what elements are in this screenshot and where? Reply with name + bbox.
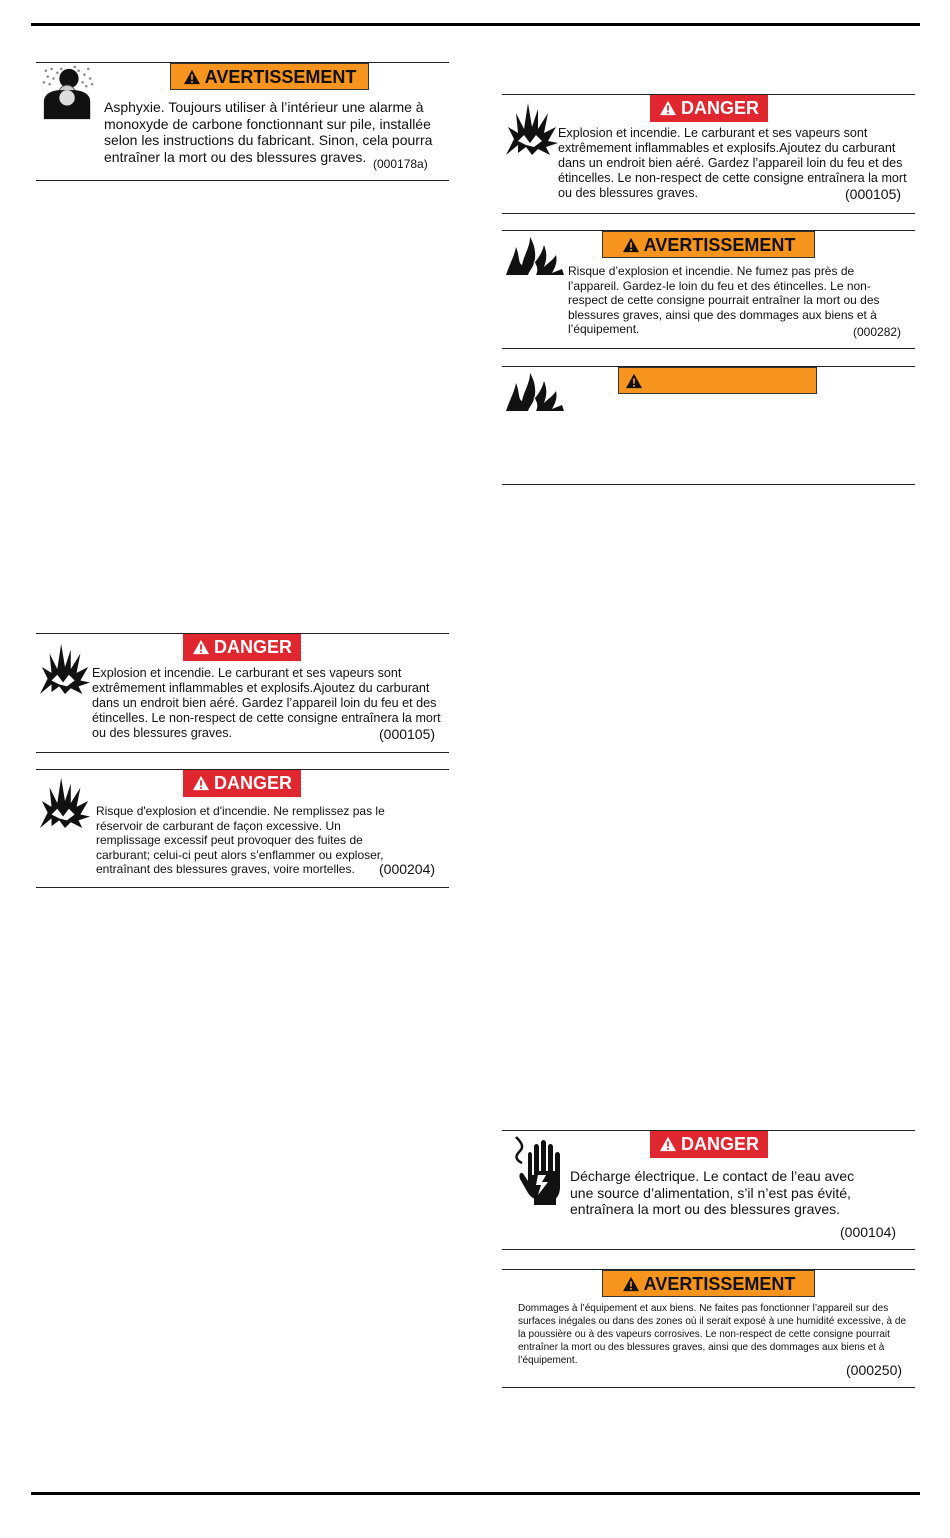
top-rule	[31, 23, 920, 26]
notice-text: Risque d'explosion et d'incendie. Ne remplissez pas le réservoir de carburant de façon excessive. Un remplissage excessif peut provoquer des fuites de carburant; celui-ci peut alors s’enflammer ou exploser, entraînant des blessures graves, voire mortelles.	[96, 804, 385, 876]
warning-triangle-icon	[183, 69, 201, 85]
notice-text: Dommages à l’équipement et aux biens. Ne faites pas fonctionner l’appareil sur des surfaces inégales ou dans des zones où il serait exposé à une humidité excessive, à de la poussière ou à des vapeurs corrosives. Le non-respect de cette consigne pourrait entraîner la mort ou des blessures graves, ainsi que des dommages aux biens et à l’équipement.	[518, 1303, 907, 1366]
warning-triangle-icon	[659, 100, 677, 116]
danger-notice-electric-shock	[502, 1130, 915, 1250]
warning-triangle-icon	[192, 775, 210, 791]
warning-sign	[602, 231, 815, 258]
sign-label: AVERTISSEMENT	[204, 67, 357, 87]
notice-code: (000178a)	[373, 157, 428, 171]
sign-label: DANGER	[213, 773, 292, 793]
danger-sign	[183, 634, 301, 661]
sign-label: AVERTISSEMENT	[643, 235, 796, 255]
fire-icon	[504, 233, 566, 277]
warning-notice-asphyxiation	[36, 62, 449, 181]
warning-sign	[602, 1270, 815, 1297]
notice-code: (000105)	[379, 726, 436, 742]
notice-text: Risque d’explosion et incendie. Ne fumez pas près de l’appareil. Gardez-le loin du feu et des étincelles. Le non-respect de cette consigne pourrait entraîner la mort ou des blessures graves, ainsi que des dommages aux biens et à l’équipement.	[568, 264, 880, 336]
warning-notice-blank	[502, 366, 915, 485]
danger-sign	[650, 1131, 768, 1158]
danger-notice-explosion-fire	[502, 94, 915, 214]
danger-notice-overfill	[36, 769, 449, 888]
sign-label: DANGER	[680, 1134, 759, 1154]
notice-code: (000282)	[853, 325, 902, 339]
danger-sign	[183, 770, 301, 797]
sign-label: AVERTISSEMENT	[643, 1274, 796, 1294]
sign-label: DANGER	[213, 637, 292, 657]
warning-triangle-icon	[659, 1136, 677, 1152]
notice-code: (000250)	[846, 1362, 903, 1378]
danger-notice-explosion-fire	[36, 633, 449, 753]
notice-text: Explosion et incendie. Le carburant et ses vapeurs sont extrêmement inflammables et explosifs.Ajoutez du carburant dans un endroit bien aéré. Gardez l’appareil loin du feu et des étincelles. Le non-respect de cette consigne entraînera la mort ou des blessures graves.	[558, 126, 907, 200]
electric-shock-icon	[510, 1135, 562, 1205]
warning-notice-smoking	[502, 230, 915, 349]
warning-triangle-icon	[622, 237, 640, 253]
danger-sign	[650, 95, 768, 122]
warning-notice-equipment-damage	[502, 1269, 915, 1388]
warning-sign	[618, 367, 817, 394]
explosion-icon	[38, 774, 92, 830]
sign-label: DANGER	[680, 98, 759, 118]
asphyxiation-icon	[40, 65, 96, 121]
bottom-rule	[31, 1492, 920, 1495]
notice-text: Décharge électrique. Le contact de l’eau avec une source d’alimentation, s’il n’est pas évité, entraînera la mort ou des blessures graves.	[570, 1168, 855, 1217]
warning-triangle-icon	[622, 1276, 640, 1292]
notice-code: (000104)	[840, 1224, 897, 1240]
notice-text: Explosion et incendie. Le carburant et ses vapeurs sont extrêmement inflammables et explosifs.Ajoutez du carburant dans un endroit bien aéré. Gardez l’appareil loin du feu et des étincelles. Le non-respect de cette consigne entraînera la mort ou des blessures graves.	[92, 666, 441, 740]
explosion-icon	[38, 640, 92, 696]
notice-code: (000204)	[379, 861, 436, 877]
fire-icon	[504, 369, 566, 413]
warning-triangle-icon	[625, 373, 643, 389]
warning-sign	[170, 63, 369, 90]
warning-triangle-icon	[192, 639, 210, 655]
notice-text: Asphyxie. Toujours utiliser à l’intérieur une alarme à monoxyde de carbone fonctionnant sur pile, installée selon les instructions du fabricant. Sinon, cela pourra entraîner la mort ou des blessures graves.	[104, 99, 433, 165]
explosion-icon	[504, 99, 560, 157]
notice-code: (000105)	[845, 186, 902, 202]
